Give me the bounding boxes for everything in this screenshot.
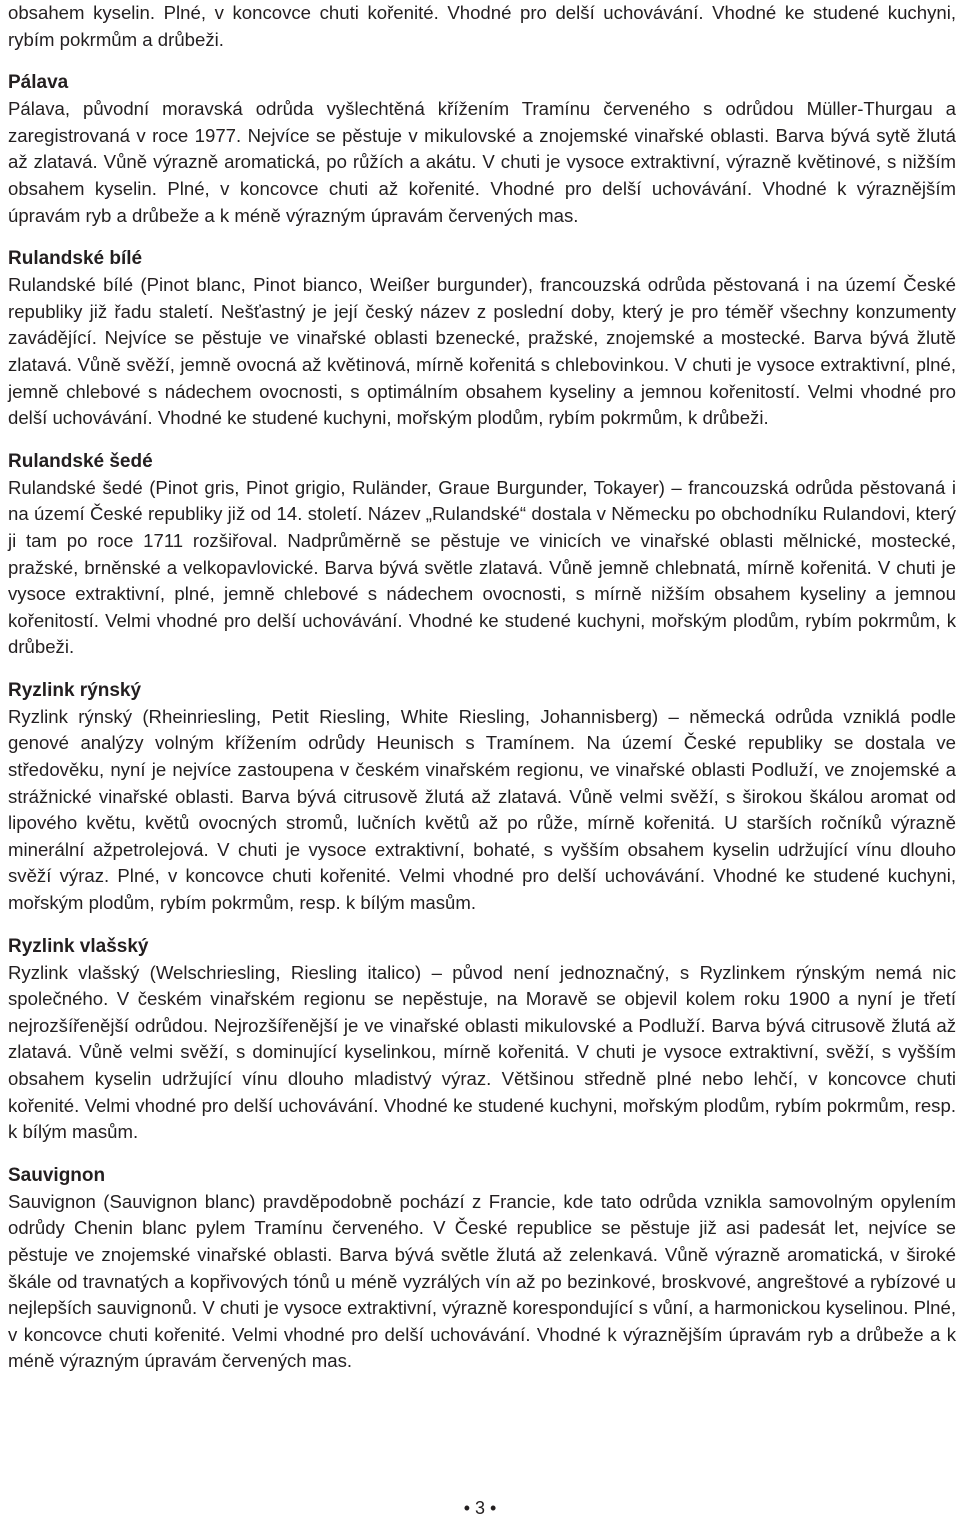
section-title: Rulandské bílé: [8, 248, 143, 270]
page-number: • 3 •: [463, 1498, 497, 1518]
section-title: Sauvignon: [8, 1164, 106, 1186]
section-text: Ryzlink rýnský (Rheinriesling, Petit Riesling, White Riesling, Johannisberg) – německá odrůda vzniklá podle genové analýzy volným křížením odrůdy Heunisch s Tramínem. Na území České republiky se dostala ve středověku, nyní je nejvíce zastoupena v českém vinařském regionu, ve vinařské oblasti Podluží, ve znojemské a strážnické vinařské oblasti. Barva bývá citrusově žlutá až zlatavá. Vůně velmi svěží, s širokou škálou aromat od lipového květu, květů ovocných stromů, lučních květů až po růže, mírně kořenitá. U starších ročníků výrazně minerální ažpetrolejová. V chuti je vysoce extraktivní, bohaté, s vyšším obsahem kyselin udržující vínu dlouho svěží výraz. Plné, v koncovce chuti kořenité. Velmi vhodné pro delší uchovávání. Vhodné ke studené kuchyni, mořským plodům, rybím pokrmům, resp. k bílým masům.: [8, 705, 956, 914]
section-ryzlink-vlassky: [8, 933, 956, 1146]
section-text: Rulandské šedé (Pinot gris, Pinot grigio, Ruländer, Graue Burgunder, Tokayer) – francouzská odrůda pěstovaná i na území České republiky již od 14. století. Název „Rulandské“ dostala v Německu po obchodníku Rulandovi, který ji tam po roce 1711 rozšiřoval. Nadprůměrně se pěstuje ve vinicích ve vinařské oblasti mělnické, mostecké, pražské, brněnské a velkopavlovické. Barva bývá světle zlatavá. Vůně jemně chlebnatá, mírně kořenitá. V chuti je vysoce extraktivní, plné, jemně chlebové s nádechem ovocnosti, s mírně nižším obsahem kyseliny a jemnou kořenitostí. Velmi vhodné pro delší uchovávání. Vhodné ke studené kuchyni, mořským plodům, rybím pokrmům, k drůbeži.: [8, 476, 956, 658]
section-title: Ryzlink rýnský: [8, 679, 142, 701]
section-sauvignon: [8, 1162, 956, 1375]
section-title: Ryzlink vlašský: [8, 935, 149, 957]
section-palava: [8, 69, 956, 229]
section-title: Pálava: [8, 72, 69, 94]
section-rulandske-sede: [8, 448, 956, 661]
section-text: Sauvignon (Sauvignon blanc) pravděpodobně pochází z Francie, kde tato odrůda vznikla samovolným opylením odrůdy Chenin blanc pylem Tramínu červeného. V České republice se pěstuje již asi padesát let, nejvíce se pěstuje ve znojemské vinařské oblasti. Barva bývá světle žlutá až zelenkavá. Vůně výrazně aromatická, v široké škále od travnatých a kopřivových tónů u méně vyzrálých vín až po bezinkové, broskvové, angreštové a rybízové u nejlepších sauvignonů. V chuti je vysoce extraktivní, výrazně korespondující s vůní, a harmonickou kyselinou. Plné, v koncovce chuti kořenité. Velmi vhodné pro delší uchovávání. Vhodné k výraznějším úpravám ryb a drůbeže a k méně výrazným úpravám červených mas.: [8, 1190, 956, 1372]
document-content: [8, 0, 956, 1391]
section-text: Pálava, původní moravská odrůda vyšlechtěná křížením Tramínu červeného s odrůdou Müller-Thurgau a zaregistrovaná v roce 1977. Nejvíce se pěstuje v mikulovské a znojemské vinařské oblasti. Barva bývá sytě žlutá až zlatavá. Vůně výrazně aromatická, po růžích a akátu. V chuti je vysoce extraktivní, výrazně květinové, s nižším obsahem kyselin. Plné, v koncovce chuti až kořenité. Vhodné pro delší uchovávání. Vhodné k výraznějším úpravám ryb a drůbeže a k méně výrazným úpravám červených mas.: [8, 98, 956, 226]
section-title: Rulandské šedé: [8, 450, 153, 472]
section-text: Ryzlink vlašský (Welschriesling, Riesling italico) – původ není jednoznačný, s Ryzlinkem rýnským nemá nic společného. V českém vinařském regionu se nepěstuje, na Moravě se objevil kolem roku 1900 a nyní je třetí nejrozšířenější odrůdou. Nejrozšířenější je ve vinařské oblasti mikulovské a Podluží. Barva bývá citrusově žlutá až zlatavá. Vůně velmi svěží, s dominující kyselinkou, mírně kořenitá. V chuti je vysoce extraktivní, svěží, s vyšším obsahem kyselin udržující vínu dlouho mladistvý výraz. Většinou středně plné nebo lehčí, v koncovce chuti kořenité. Velmi vhodné pro delší uchovávání. Vhodné ke studené kuchyni, mořským plodům, rybím pokrmům, resp. k bílým masům.: [8, 961, 956, 1143]
section-text: Rulandské bílé (Pinot blanc, Pinot bianco, Weißer burgunder), francouzská odrůda pěstovaná i na území České republiky již řadu staletí. Nešťastný je její český název z poslední doby, který je pro téměř všechny konzumenty zavádějící. Nejvíce se pěstuje ve vinařské oblasti bzenecké, pražské, znojemské a mostecké. Barva bývá žlutě zlatavá. Vůně svěží, jemně ovocná až květinová, mírně kořenitá s chlebovinkou. V chuti je vysoce extraktivní, plné, jemně chlebové s nádechem ovocnosti, s optimálním obsahem kyseliny a jemnou kořenitostí. Velmi vhodné pro delší uchovávání. Vhodné ke studené kuchyni, mořským plodům, rybím pokrmům, k drůbeži.: [8, 274, 956, 429]
section-rulandske-bile: [8, 245, 956, 432]
section-ryzlink-rynsky: [8, 677, 956, 917]
intro-paragraph: obsahem kyselin. Plné, v koncovce chuti kořenité. Vhodné pro delší uchovávání. Vhodné ke studené kuchyni, rybím pokrmům a drůbeži.: [8, 2, 956, 50]
